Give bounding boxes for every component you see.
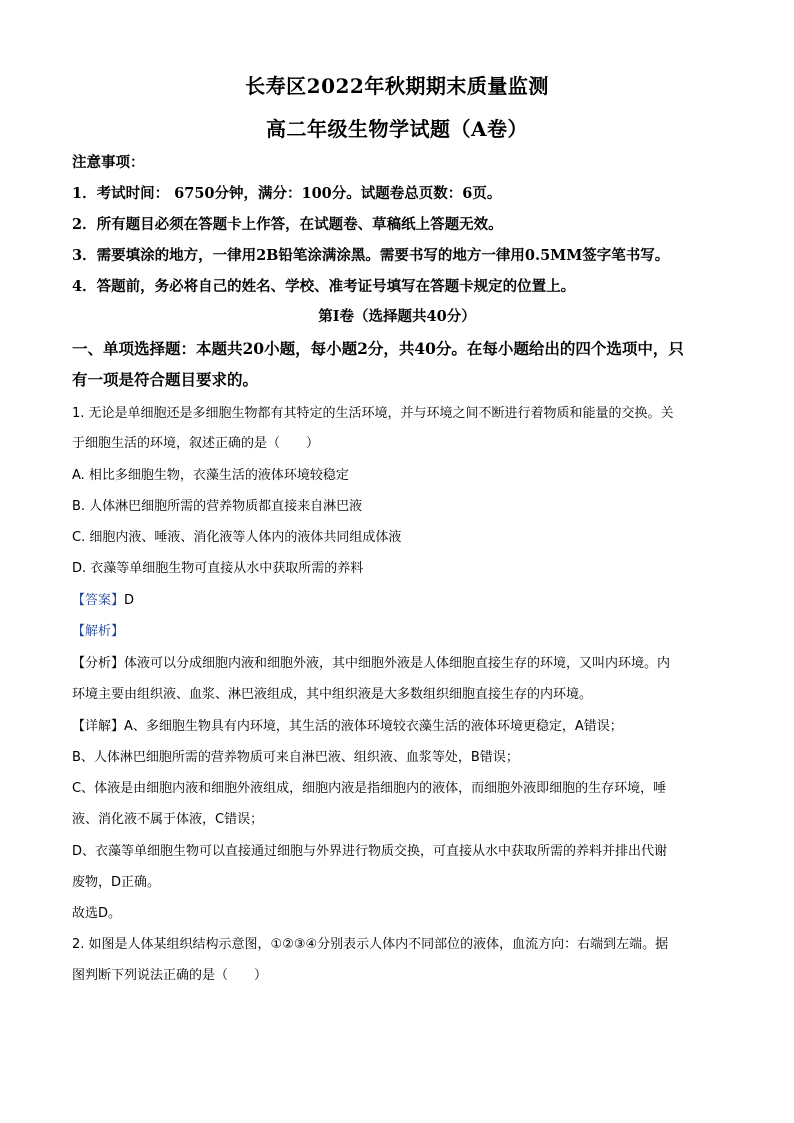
q1-detail-d1: D、衣藻等单细胞生物可以直接通过细胞与外界进行物质交换，可直接从水中获取所需的养料并排出代谢: [72, 844, 668, 859]
section-instruction-line1: 一、单项选择题：本题共20小题，每小题2分，共40分。在每小题给出的四个选项中，只: [72, 339, 684, 358]
q1-conclusion: 故选D。: [72, 906, 122, 921]
xiangjie-tag: 【详解】: [72, 719, 125, 734]
q1-option-d: D. 衣藻等单细胞生物可直接从水中获取所需的养料: [72, 561, 364, 576]
fenxi-text: 体液可以分成细胞内液和细胞外液，其中细胞外液是人体细胞直接生存的环境，又叫内环境。内: [124, 656, 671, 671]
answer-value: D: [124, 593, 135, 608]
q1-option-b: B. 人体淋巴细胞所需的营养物质都直接来自淋巴液: [72, 499, 363, 514]
note-item-2: 2．所有题目必须在答题卡上作答，在试题卷、草稿纸上答题无效。: [72, 216, 503, 233]
q1-stem-line1: 1. 无论是单细胞还是多细胞生物都有其特定的生活环境，并与环境之间不断进行着物质和能量的交换。关: [72, 406, 674, 421]
q1-detail-c1: C、体液是由细胞内液和细胞外液组成，细胞内液是指细胞内的液体，而细胞外液即细胞的生存环境，唾: [72, 781, 667, 796]
fenxi-tag: 【分析】: [72, 656, 125, 671]
q1-option-a: A. 相比多细胞生物，衣藻生活的液体环境较稳定: [72, 468, 349, 483]
q1-detail-d2: 废物，D正确。: [72, 875, 161, 890]
note-item-4: 4．答题前，务必将自己的姓名、学校、准考证号填写在答题卡规定的位置上。: [72, 278, 576, 295]
q1-stem-line2: 于细胞生活的环境，叙述正确的是（ ）: [72, 436, 320, 451]
section-instruction-line2: 有一项是符合题目要求的。: [72, 370, 259, 389]
exam-subtitle: 高二年级生物学试题（A卷）: [265, 117, 529, 141]
q1-analysis-tag: [72, 620, 124, 639]
q1-answer: [72, 589, 134, 608]
answer-tag: 【答案】: [72, 593, 125, 608]
note-item-1: 1．考试时间： 6750分钟，满分：100分。试题卷总页数：6页。: [72, 185, 502, 202]
q2-stem-line1: 2. 如图是人体某组织结构示意图，①②③④分别表示人体内不同部位的液体，血流方向：右端到左端。据: [72, 937, 669, 952]
exam-title: 长寿区2022年秋期期末质量监测: [245, 74, 549, 98]
q1-fenxi-line1: [72, 652, 670, 671]
q1-option-c: C. 细胞内液、唾液、消化液等人体内的液体共同组成体液: [72, 530, 402, 545]
q2-stem-line2: 图判断下列说法正确的是（ ）: [72, 968, 268, 983]
analysis-tag: 【解析】: [72, 624, 125, 639]
section-title: 第Ⅰ卷（选择题共40分）: [318, 308, 476, 325]
note-item-3: 3．需要填涂的地方，一律用2B铅笔涂满涂黑。需要书写的地方一律用0.5MM签字笔书写。: [72, 247, 670, 264]
q1-xiangjie-line1: [72, 715, 623, 734]
q1-fenxi-line2: 环境主要由组织液、血浆、淋巴液组成，其中组织液是大多数组织细胞直接生存的内环境。: [72, 687, 593, 702]
q1-detail-c2: 液、消化液不属于体液，C错误；: [72, 812, 264, 827]
notes-heading: 注意事项：: [72, 154, 145, 171]
xiangjie-text: A、多细胞生物具有内环境，其生活的液体环境较衣藻生活的液体环境更稳定，A错误；: [124, 719, 623, 734]
q1-detail-b: B、人体淋巴细胞所需的营养物质可来自淋巴液、组织液、血浆等处，B错误；: [72, 750, 519, 765]
